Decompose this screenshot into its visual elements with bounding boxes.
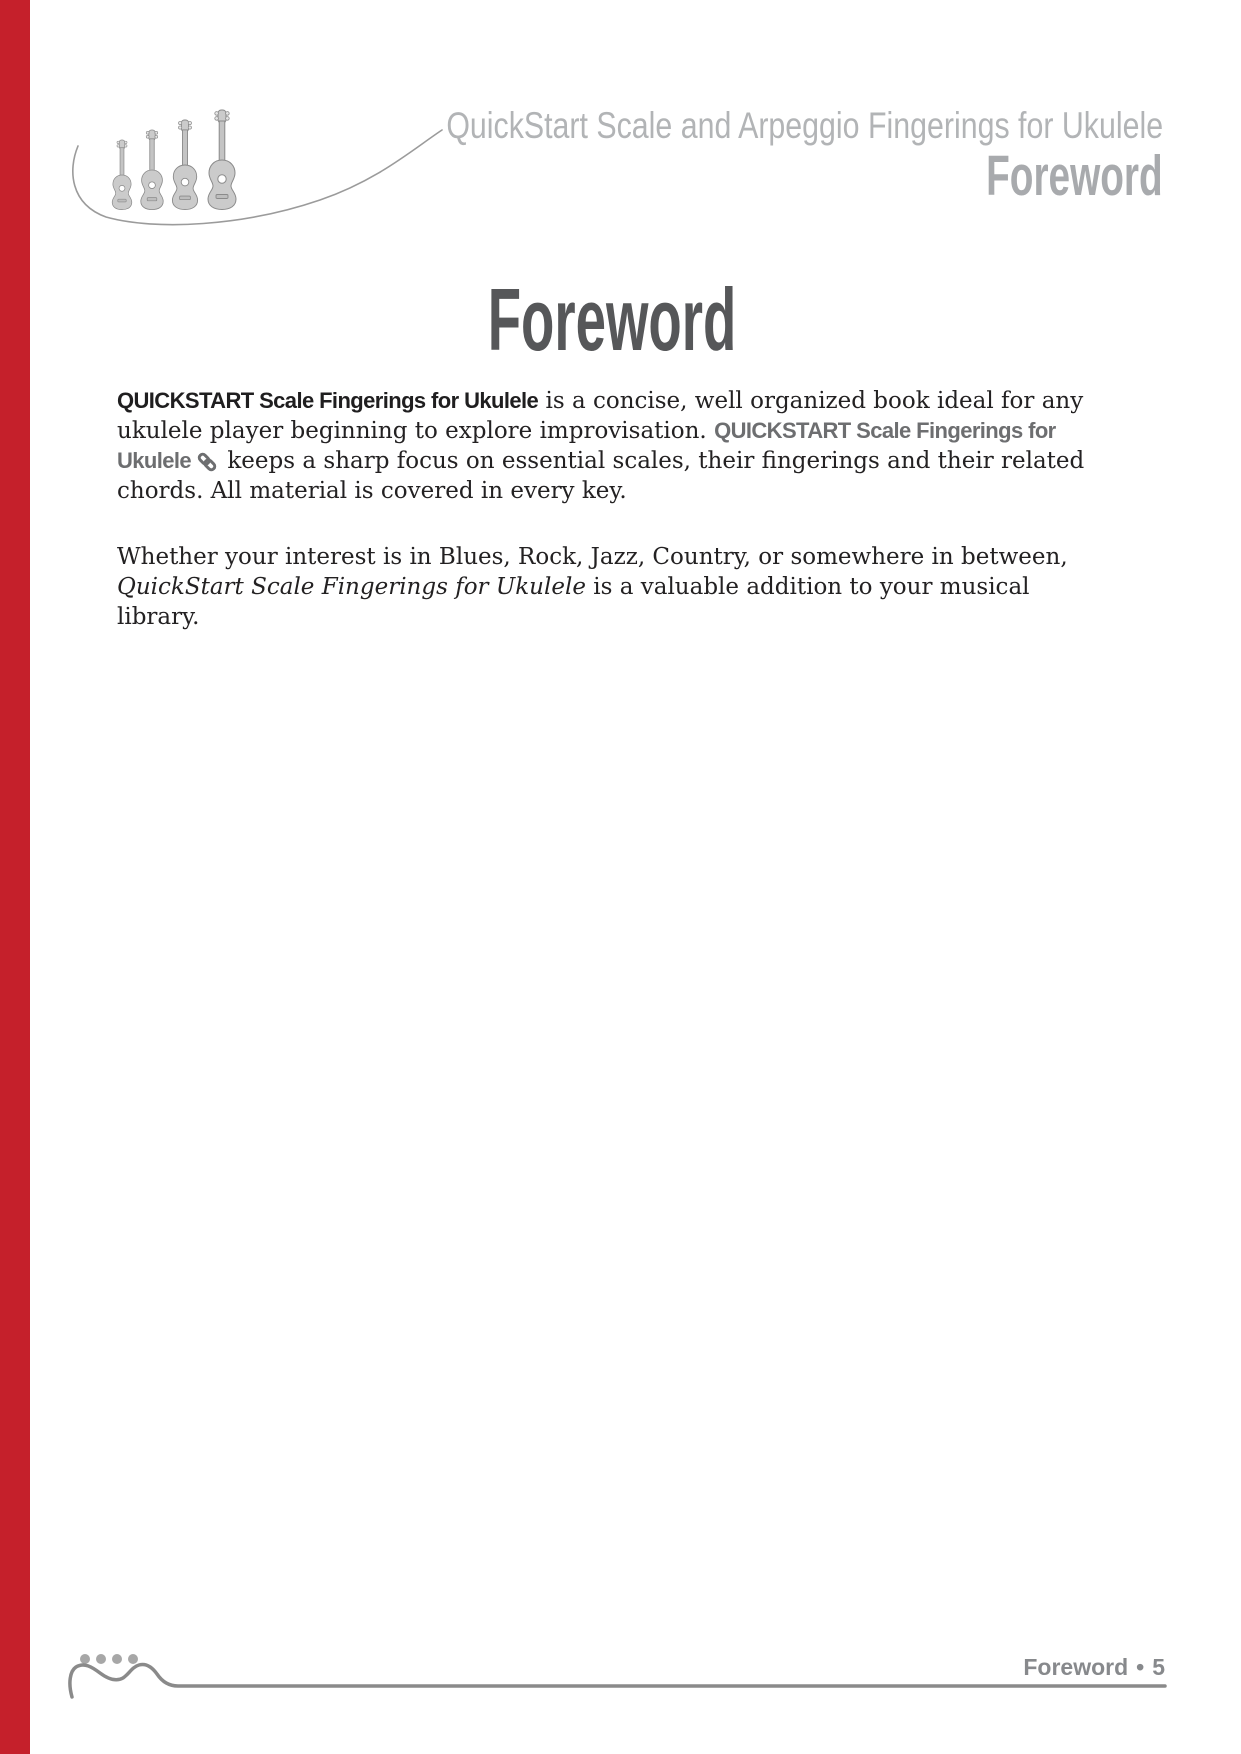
peg-dot xyxy=(128,1654,138,1664)
book-name-italic: QuickStart Scale Fingerings for Ukulele xyxy=(117,574,586,600)
folio-bullet: • xyxy=(1136,1654,1145,1680)
page-title: Foreword xyxy=(487,270,737,369)
peg-dot xyxy=(112,1654,122,1664)
peg-dot xyxy=(96,1654,106,1664)
folio-section-label: Foreword xyxy=(1023,1654,1129,1680)
body-run: keeps a sharp focus on essential scales, their fingerings and their related chords. All material is covered in every key. xyxy=(117,448,1085,504)
page-edge-strip xyxy=(0,0,30,1754)
body-text xyxy=(117,386,1109,668)
book-name-link[interactable]: QUICKSTART Scale Fingerings for Ukulele xyxy=(117,418,1056,473)
ukulele-headstock-rule-icon xyxy=(60,1645,1180,1705)
body-run: is a concise, well organized book ideal for any ukulele player beginning to explore improvisation. xyxy=(117,388,1084,444)
peg-dot xyxy=(80,1654,90,1664)
body-run: is a valuable addition to your musical library. xyxy=(117,574,1030,630)
book-name-bold: QUICKSTART Scale Fingerings for Ukulele xyxy=(117,388,539,413)
page-folio xyxy=(1023,1654,1165,1681)
ukulele-quartet-icon xyxy=(84,107,256,213)
link-icon[interactable] xyxy=(197,452,217,472)
header-section-title: Foreword xyxy=(986,144,1163,208)
book-title: QuickStart Scale and Arpeggio Fingerings for Ukulele xyxy=(446,105,1163,146)
page-header xyxy=(289,105,1163,208)
body-run: Whether your interest is in Blues, Rock, Jazz, Country, or somewhere in between, xyxy=(117,544,1068,570)
paragraph-2 xyxy=(117,542,1109,632)
paragraph-1 xyxy=(117,386,1109,506)
folio-page-number: 5 xyxy=(1152,1654,1165,1680)
